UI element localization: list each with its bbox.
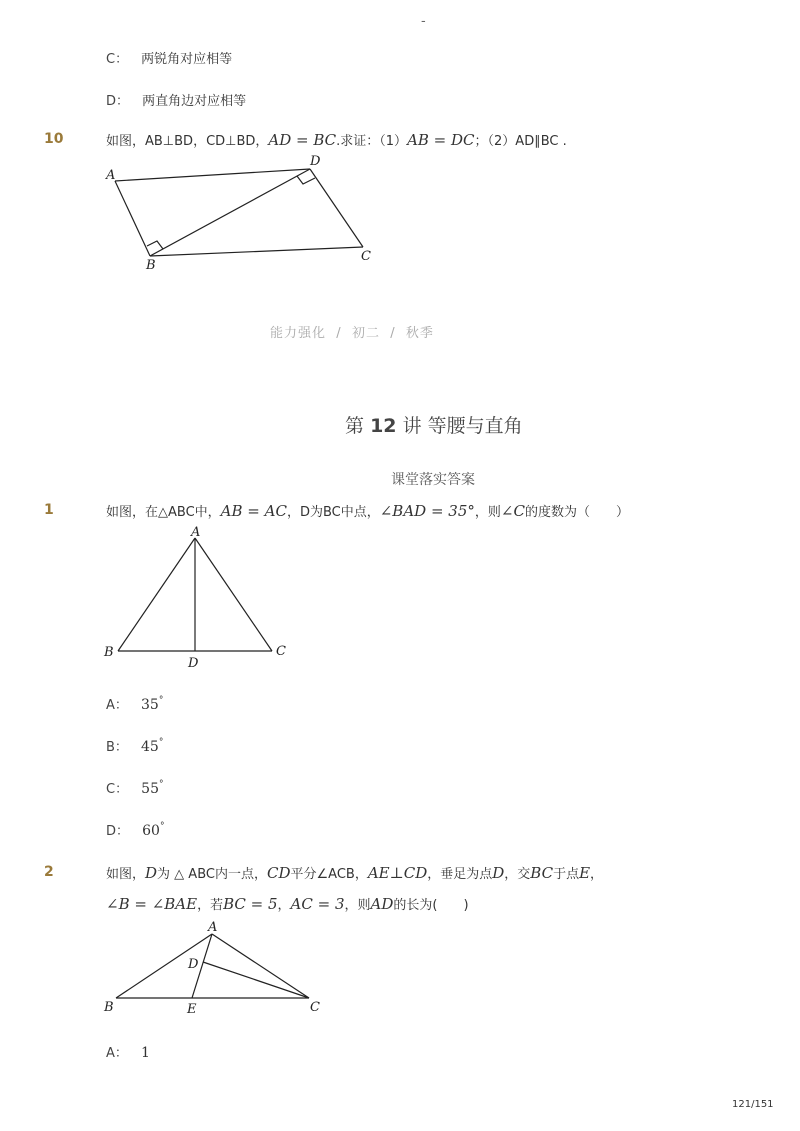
point-label-c: C	[310, 1000, 320, 1015]
segment-ac	[212, 934, 309, 998]
point-label-a: A	[106, 168, 116, 183]
point-label-d: D	[188, 656, 199, 671]
point-label-e: E	[187, 1002, 197, 1017]
page-number: 121/151	[732, 1099, 774, 1110]
option-label: D：	[106, 824, 130, 839]
segment-ba	[115, 181, 150, 256]
option-value: 60	[142, 823, 160, 839]
option-label: C：	[106, 52, 129, 67]
option-c[interactable]	[106, 778, 164, 797]
prev-option-c	[106, 48, 232, 67]
segment-cb	[150, 247, 363, 256]
degree-sign: °	[158, 695, 164, 706]
question-text: 如图，AB⊥BD，CD⊥BD，AD = BC.求证：（1）AB = DC；（2）AD∥BC .	[106, 131, 567, 149]
option-text: 两直角边对应相等	[142, 94, 247, 109]
right-angle-mark-b	[147, 241, 163, 249]
segment-ad	[115, 169, 310, 181]
header-dash: -	[421, 14, 426, 29]
segment-bd	[150, 169, 310, 256]
question-number: 10	[44, 131, 64, 147]
figure-q2	[100, 918, 330, 1018]
point-label-c: C	[276, 644, 286, 659]
point-label-a: A	[208, 920, 218, 935]
lecture-title: 第 12 讲 等腰与直角	[345, 415, 523, 437]
option-a[interactable]	[106, 694, 163, 713]
option-b[interactable]	[106, 736, 163, 755]
question-text-line2: ∠B = ∠BAE，若BC = 5，AC = 3，则AD的长为( )	[106, 895, 469, 913]
point-label-c: C	[361, 249, 371, 264]
option-label: A：	[106, 1046, 128, 1061]
series-footer: 能力强化 / 初二 / 秋季	[270, 326, 434, 341]
option-text: 两锐角对应相等	[141, 52, 233, 67]
option-d[interactable]	[106, 820, 164, 839]
question-number: 2	[44, 864, 54, 880]
point-label-b: B	[146, 258, 156, 273]
degree-sign: °	[158, 737, 164, 748]
point-label-b: B	[104, 1000, 114, 1015]
figure-q1	[100, 524, 300, 674]
option-label: D：	[106, 94, 130, 109]
figure-q10	[100, 152, 380, 277]
question-text-line1: 如图，D为 △ ABC内一点，CD平分∠ACB，AE⊥CD，垂足为点D，交BC于点E，	[106, 864, 604, 882]
point-label-a: A	[191, 525, 201, 540]
prev-option-d	[106, 90, 246, 109]
segment-dc	[203, 962, 309, 998]
option-label: C：	[106, 782, 129, 797]
point-label-d: D	[188, 957, 199, 972]
section-subtitle: 课堂落实答案	[391, 472, 475, 488]
segment-ac	[195, 538, 272, 651]
point-label-b: B	[104, 645, 114, 660]
degree-sign: °	[159, 779, 164, 790]
degree-sign: °	[159, 821, 165, 832]
option-value: 1	[141, 1045, 150, 1061]
option-label: A：	[106, 698, 128, 713]
question-text: 如图，在△ABC中，AB = AC，D为BC中点，∠BAD = 35°，则∠C的度数为（ ）	[106, 502, 629, 520]
option-value: 45	[141, 739, 159, 755]
option-value: 55	[141, 781, 159, 797]
right-angle-mark-d	[297, 176, 315, 184]
segment-dc	[310, 169, 363, 247]
option-value: 35	[141, 697, 159, 713]
point-label-d: D	[310, 154, 321, 169]
question-number: 1	[44, 502, 54, 518]
segment-ab	[118, 538, 195, 651]
option-label: B：	[106, 740, 128, 755]
option-a[interactable]	[106, 1042, 150, 1061]
